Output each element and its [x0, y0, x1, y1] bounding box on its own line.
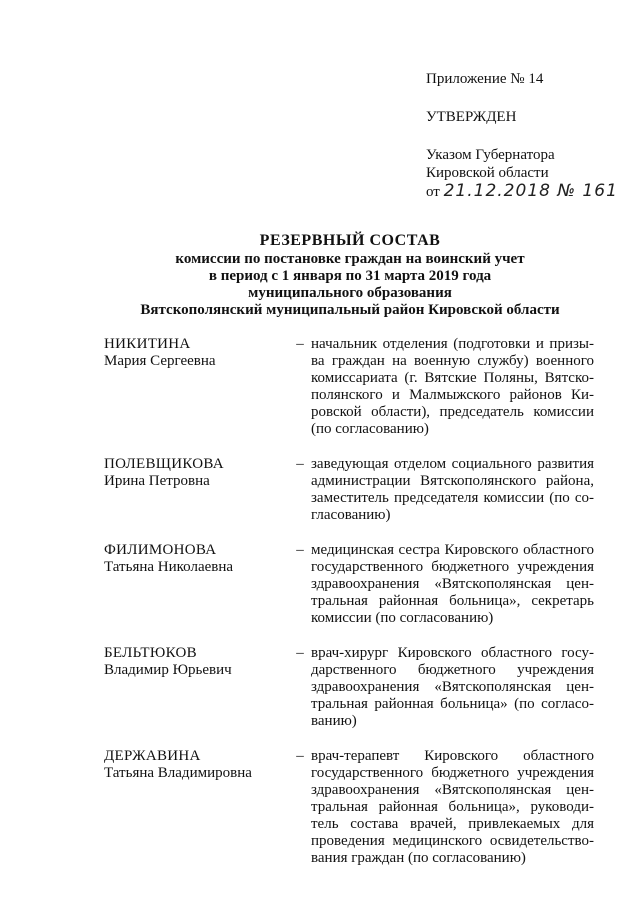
title-line: муниципального образования [248, 285, 452, 301]
member-given-name: Мария Сергеевна [104, 353, 216, 369]
appendix-number: Приложение № 14 [426, 71, 544, 87]
approved-stamp-text: УТВЕРЖДЕН [426, 109, 517, 125]
member-surname: НИКИТИНА [104, 336, 191, 352]
role-line: тральная районная больница», секретарь [311, 593, 594, 609]
role-line: государственного бюджетного учреждения [311, 765, 594, 781]
member-name [104, 645, 289, 730]
title-line: Вятскополянский муниципальный район Кировской области [140, 302, 560, 318]
role-line: (по согласованию) [311, 421, 429, 437]
decree-line-2: Кировской области [426, 165, 549, 181]
member-entry [104, 645, 594, 730]
member-surname: БЕЛЬТЮКОВ [104, 645, 197, 661]
member-entry [104, 748, 594, 867]
member-role [311, 542, 594, 627]
member-given-name: Татьяна Николаевна [104, 559, 234, 575]
decree-date-prefix: от [426, 184, 440, 200]
dash-separator: – [296, 542, 304, 558]
member-surname: ФИЛИМОНОВА [104, 542, 217, 558]
role-line: заместитель председателя комиссии (по со- [311, 490, 594, 506]
member-name [104, 748, 289, 867]
member-surname: ДЕРЖАВИНА [104, 748, 201, 764]
dash-separator: – [296, 748, 304, 764]
role-line: государственного бюджетного учреждения [311, 559, 594, 575]
member-given-name: Ирина Петровна [104, 473, 210, 489]
member-given-name: Татьяна Владимировна [104, 765, 252, 781]
member-role [311, 645, 594, 730]
member-list [104, 336, 594, 885]
decree-date-handwritten: 21.12.2018 № 161 [443, 181, 618, 201]
role-line: врач-терапевт Кировского областного [311, 748, 594, 764]
role-line: дарственного бюджетного учреждения [311, 662, 594, 678]
member-entry [104, 456, 594, 524]
role-line: ва граждан на военную службу) военного [311, 353, 594, 369]
role-line: комиссариата (г. Вятские Поляны, Вятско- [311, 370, 594, 386]
role-line: администрации Вятскополянского района, [311, 473, 594, 489]
member-name [104, 542, 289, 627]
role-line: вания граждан (по согласованию) [311, 850, 526, 866]
member-role [311, 456, 594, 524]
dash-separator: – [296, 456, 304, 472]
role-line: здравоохранения «Вятскополянская цен- [311, 576, 594, 592]
member-surname: ПОЛЕВЩИКОВА [104, 456, 224, 472]
role-line: здравоохранения «Вятскополянская цен- [311, 782, 594, 798]
title-main: РЕЗЕРВНЫЙ СОСТАВ [259, 232, 441, 249]
role-line: медицинская сестра Кировского областного [311, 542, 594, 558]
dash-separator: – [296, 645, 304, 661]
decree-date-line [426, 182, 626, 201]
member-name [104, 456, 289, 524]
role-line: ровской области), председатель комиссии [311, 404, 594, 420]
role-line: проведения медицинского освидетельство- [311, 833, 594, 849]
role-line: начальник отделения (подготовки и призы- [311, 336, 594, 352]
role-line: заведующая отделом социального развития [311, 456, 594, 472]
role-line: тель состава врачей, привлекаемых для [311, 816, 594, 832]
title-line: комиссии по постановке граждан на воинский учет [175, 251, 525, 267]
document-title [60, 232, 640, 319]
member-entry [104, 542, 594, 627]
role-line: врач-хирург Кировского областного госу- [311, 645, 594, 661]
member-entry [104, 336, 594, 438]
approval-header [426, 70, 626, 201]
decree-line-1: Указом Губернатора [426, 147, 555, 163]
role-line: ванию) [311, 713, 357, 729]
member-role [311, 748, 594, 867]
title-line: в период с 1 января по 31 марта 2019 года [208, 268, 492, 284]
role-line: тральная районная больница», руководи- [311, 799, 594, 815]
dash-separator: – [296, 336, 304, 352]
role-line: полянского и Малмыжского районов Ки- [311, 387, 594, 403]
member-name [104, 336, 289, 438]
role-line: гласованию) [311, 507, 391, 523]
role-line: здравоохранения «Вятскополянская цен- [311, 679, 594, 695]
role-line: тральная районная больница» (по согласо- [311, 696, 594, 712]
role-line: комиссии (по согласованию) [311, 610, 494, 626]
member-given-name: Владимир Юрьевич [104, 662, 232, 678]
member-role [311, 336, 594, 438]
